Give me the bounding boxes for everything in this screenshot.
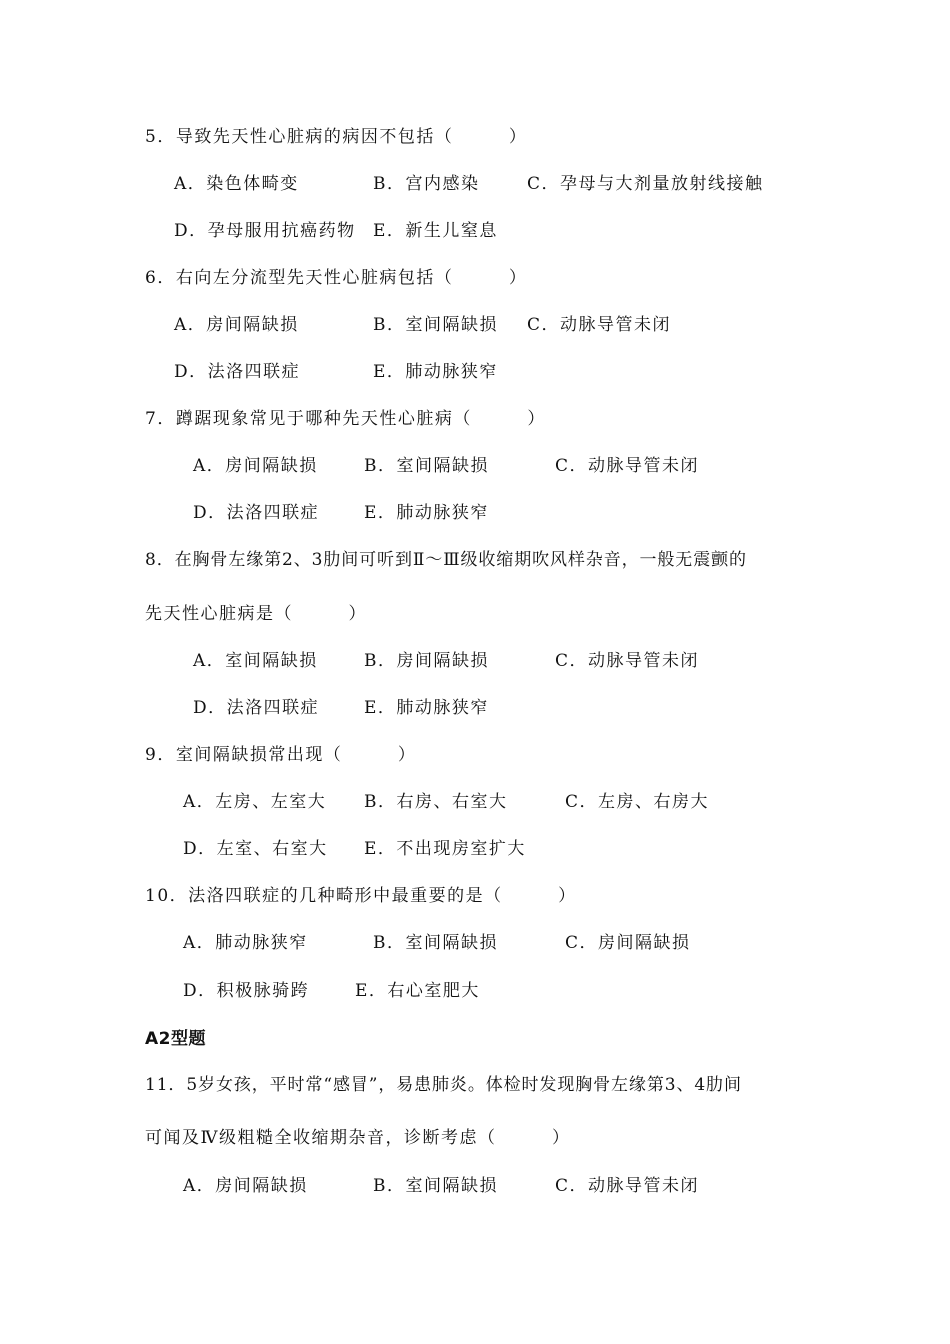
question-10-option-e: E．右心室肥大 — [355, 981, 480, 1001]
question-6-option-a: A．房间隔缺损 — [174, 315, 299, 335]
question-11-stem-line-1: 11．5岁女孩，平时常“感冒”，易患肺炎。体检时发现胸骨左缘第3、4肋间 — [145, 1075, 742, 1095]
question-10-option-b: B．室间隔缺损 — [373, 933, 498, 953]
question-7-option-d: D．法洛四联症 — [193, 503, 320, 523]
question-11-option-b: B．室间隔缺损 — [373, 1176, 498, 1196]
question-6-option-c: C．动脉导管未闭 — [527, 315, 672, 335]
question-7-option-a: A．房间隔缺损 — [193, 456, 318, 476]
question-5-option-b: B．宫内感染 — [373, 174, 480, 194]
question-9-option-a: A．左房、左室大 — [183, 792, 327, 812]
question-10-option-a: A．肺动脉狭窄 — [183, 933, 308, 953]
question-5-option-e: E．新生儿窒息 — [373, 221, 498, 241]
question-6-option-e: E．肺动脉狭窄 — [373, 362, 498, 382]
question-5-option-c: C．孕母与大剂量放射线接触 — [527, 174, 764, 194]
question-5-option-a: A．染色体畸变 — [174, 174, 299, 194]
question-7-stem: 7．蹲踞现象常见于哪种先天性心脏病（ ） — [145, 409, 546, 429]
question-8-option-b: B．房间隔缺损 — [364, 651, 489, 671]
question-6-option-b: B．室间隔缺损 — [373, 315, 498, 335]
section-heading-a2: A2型题 — [145, 1029, 206, 1049]
question-10-option-c: C．房间隔缺损 — [565, 933, 691, 953]
question-6-option-d: D．法洛四联症 — [174, 362, 301, 382]
question-8-stem-line-1: 8．在胸骨左缘第2、3肋间可听到Ⅱ～Ⅲ级收缩期吹风样杂音，一般无震颤的 — [145, 550, 747, 570]
question-9-option-b: B．右房、右室大 — [364, 792, 508, 812]
question-8-stem-line-2: 先天性心脏病是（ ） — [145, 604, 367, 624]
question-11-option-c: C．动脉导管未闭 — [555, 1176, 700, 1196]
question-5-stem: 5．导致先天性心脏病的病因不包括（ ） — [145, 127, 528, 147]
question-7-option-b: B．室间隔缺损 — [364, 456, 489, 476]
question-9-option-d: D．左室、右室大 — [183, 839, 328, 859]
question-7-option-e: E．肺动脉狭窄 — [364, 503, 489, 523]
question-9-stem: 9．室间隔缺损常出现（ ） — [145, 745, 417, 765]
question-11-option-a: A．房间隔缺损 — [183, 1176, 308, 1196]
question-6-stem: 6．右向左分流型先天性心脏病包括（ ） — [145, 268, 528, 288]
question-8-option-e: E．肺动脉狭窄 — [364, 698, 489, 718]
question-8-option-d: D．法洛四联症 — [193, 698, 320, 718]
question-11-stem-line-2: 可闻及Ⅳ级粗糙全收缩期杂音，诊断考虑（ ） — [145, 1128, 571, 1148]
question-9-option-e: E．不出现房室扩大 — [364, 839, 526, 859]
question-10-stem: 10．法洛四联症的几种畸形中最重要的是（ ） — [145, 886, 577, 906]
question-8-option-c: C．动脉导管未闭 — [555, 651, 700, 671]
question-8-option-a: A．室间隔缺损 — [193, 651, 318, 671]
question-5-option-d: D．孕母服用抗癌药物 — [174, 221, 356, 241]
question-10-option-d: D．积极脉骑跨 — [183, 981, 310, 1001]
question-7-option-c: C．动脉导管未闭 — [555, 456, 700, 476]
question-9-option-c: C．左房、右房大 — [565, 792, 710, 812]
